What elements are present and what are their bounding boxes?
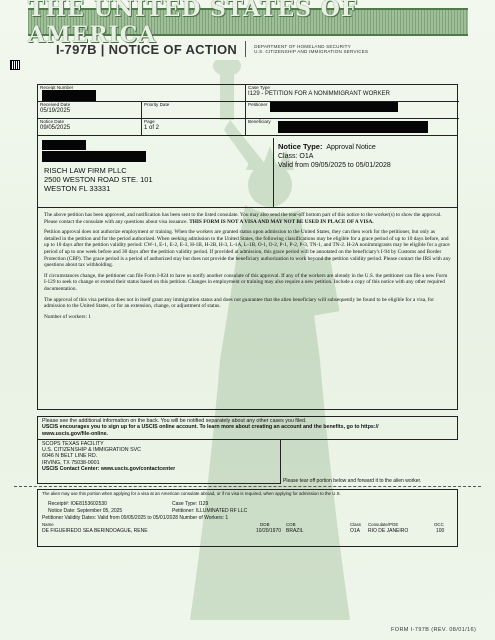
tear-validity: Petitioner Validity Dates: Valid from 09/05/2025 to 05/01/2028 Number of Workers: 1 (42, 515, 229, 521)
body-paragraph-2: Petition approval does not authorize employment or training. When the workers are granted status upon admission to the United States, they can then work for the petitioner, but only as detailed in the petition and for the period authorized. When seeking admission to the United States, the following classifications may be eligible for a grace period of up to 10 days before, and up to 10 days after the petition validity period: CW-1, E-1, E-2, E-3, H-1B, H-2B, H-3, L-1A, L-1B, O-1, O-2, P-1, P-2, P-3, TN-1, and TN-2. H-2A nonimmigrants may be eligible for a grace period of up to one week before and 30 days after the petition validity period. If provided at admission, this grace period will be annotated on the beneficiary's I-94 by Customs and Border Protection (CBP). The grace period is a period of authorized stay but does not provide the beneficiary authorization to work beyond the petition validity period. Please contact the IRS with any questions about tax withholding. (44, 229, 451, 269)
facility-line-4: IRVING, TX 75038-0001 (42, 459, 100, 466)
notice-class: Class: O1A (278, 153, 314, 160)
col-dob: DOB (260, 522, 270, 527)
notice-type-label: Notice Type: (278, 142, 323, 151)
facility-line-2: U.S. CITIZENSHIP & IMMIGRATION SVC (42, 447, 141, 454)
number-of-workers: Number of workers: 1 (44, 313, 91, 320)
beneficiary-consulate: RIO DE JANEIRO (368, 528, 409, 534)
notice-date-cell (38, 119, 142, 136)
redaction-bar (42, 90, 96, 101)
col-class: Class (350, 522, 361, 527)
address-line-2: 2500 WESTON ROAD STE. 101 (44, 175, 153, 184)
notice-date-label: Notice Date (40, 119, 65, 124)
priority-date-cell (142, 102, 246, 119)
additional-info (37, 416, 458, 440)
redaction-bar (270, 102, 398, 112)
facility-line-3: 6046 N BELT LINE RD. (42, 453, 98, 460)
dept-line-1: DEPARTMENT OF HOMELAND SECURITY (254, 43, 351, 49)
cut-line (14, 486, 481, 487)
online-account-notice: USCIS encourages you to sign up for a USCIS online account. To learn more about creating an account and the benefits, go to https:// (42, 424, 379, 431)
tear-off-note: The alien may use this portion when applying for a visa at an American consulate abroad, or if no visa is required, when applying for admission to the U.S. (42, 491, 341, 496)
beneficiary-dob: 10/20/1970 (256, 528, 282, 534)
redaction-bar (278, 121, 428, 133)
receipt-number-label: Receipt Number (40, 85, 74, 90)
notice-type-value: Approval Notice (326, 144, 376, 151)
dept-line-2: U.S. CITIZENSHIP AND IMMIGRATION SERVICES (254, 49, 369, 54)
redaction-bar (42, 140, 86, 150)
facility-address (37, 440, 281, 484)
page-cell (142, 119, 246, 136)
tear-case-type: Case Type: I129 (172, 501, 209, 507)
body-paragraph-1 (44, 212, 451, 225)
body-paragraph-4: The approval of this visa petition does not in itself grant any immigration status and does not guarantee that the alien beneficiary will subsequently be found to be eligible for a visa, for admission to the United States, or for an extension, change, or adjustment of status. (44, 296, 434, 310)
beneficiary-occ: 100 (436, 528, 445, 534)
qr-code (10, 60, 20, 70)
page-label: Page (144, 119, 155, 124)
received-date-label: Received Date (40, 102, 71, 107)
not-a-visa-warning: THIS FORM IS NOT A VISA AND MAY NOT BE USED IN PLACE OF A VISA. (189, 218, 374, 225)
beneficiary-label: Beneficiary (248, 119, 271, 124)
tear-off-section (37, 489, 458, 547)
notice-type-panel (273, 138, 458, 208)
contact-center: USCIS Contact Center: www.uscis.gov/contactcenter (42, 465, 176, 472)
address-line-1: RISCH LAW FIRM PLLC (44, 166, 127, 175)
received-date-cell (38, 102, 142, 119)
case-type-label: Case Type (248, 85, 270, 90)
priority-date-label: Priority Date (144, 102, 170, 107)
form-header (56, 40, 368, 58)
tear-receipt: Receipt#: IOE8153602530 (48, 501, 107, 507)
petitioner-label: Petitioner (248, 102, 268, 107)
banner-title: THE UNITED STATES OF AMERICA (28, 0, 358, 48)
notice-body (37, 208, 458, 410)
form-title: I-797B | NOTICE OF ACTION (56, 41, 238, 57)
case-type-value: I129 - PETITION FOR A NONIMMIGRANT WORKER (248, 91, 390, 97)
col-cob: COB (286, 522, 296, 527)
additional-info-line-1: Please see the additional information on the back. You will be notified separately about any other cases you filed. (42, 418, 307, 424)
body-paragraph-3: If circumstances change, the petitioner can file Form I-824 to have us notify another consulate of this approval. If any of the workers are already in the U.S. the petitioner can file a new Form I-129 to seek to change or extend their status based on this petition. Changes in employment or training may also require a new petition. Include a copy of this notice with any other required documentation. (44, 272, 448, 292)
beneficiary-cob: BRAZIL (286, 528, 304, 534)
department-name (254, 44, 368, 55)
online-account-link[interactable]: www.uscis.gov/file-online. (42, 430, 109, 437)
mailing-address (44, 166, 153, 193)
redaction-bar (42, 151, 146, 162)
page-value: 1 of 2 (144, 125, 160, 131)
body-paragraph-1-text: The above petition has been approved, and notification has been sent to the listed consulate. You may also send the tear-off bottom part of this notice to the worker(s) to show the approval. Please contact the consulate with any questions about visa issuance. (44, 212, 442, 225)
address-line-3: WESTON FL 33331 (44, 184, 111, 193)
tear-notice-date: Notice Date: September 05, 2025 (48, 508, 123, 514)
notice-validity: Valid from 09/05/2025 to 05/01/2028 (278, 162, 391, 169)
received-date-value: 05/19/2025 (40, 108, 71, 114)
case-type-cell (246, 85, 459, 102)
beneficiary-class: O1A (350, 528, 361, 534)
col-occ: OCC (434, 522, 444, 527)
case-info-table (37, 84, 458, 136)
tear-petitioner: Petitioner: ILLUMINATED RF LLC (172, 508, 248, 514)
notice-date-value: 09/05/2025 (40, 125, 71, 131)
col-consulate: Consulate/POE (368, 522, 399, 527)
col-name: Name (42, 522, 54, 527)
tear-off-instruction: Please tear off portion below and forward it to the alien worker. (283, 478, 422, 484)
header-divider (245, 41, 246, 57)
beneficiary-name: DE FIGUEIREDO SEA BERINDOAGUE, RENE (42, 528, 148, 534)
form-revision: FORM I-797B (REV. 08/01/16) (391, 627, 477, 633)
facility-line-1: SCOPS TEXAS FACILITY (42, 441, 104, 447)
